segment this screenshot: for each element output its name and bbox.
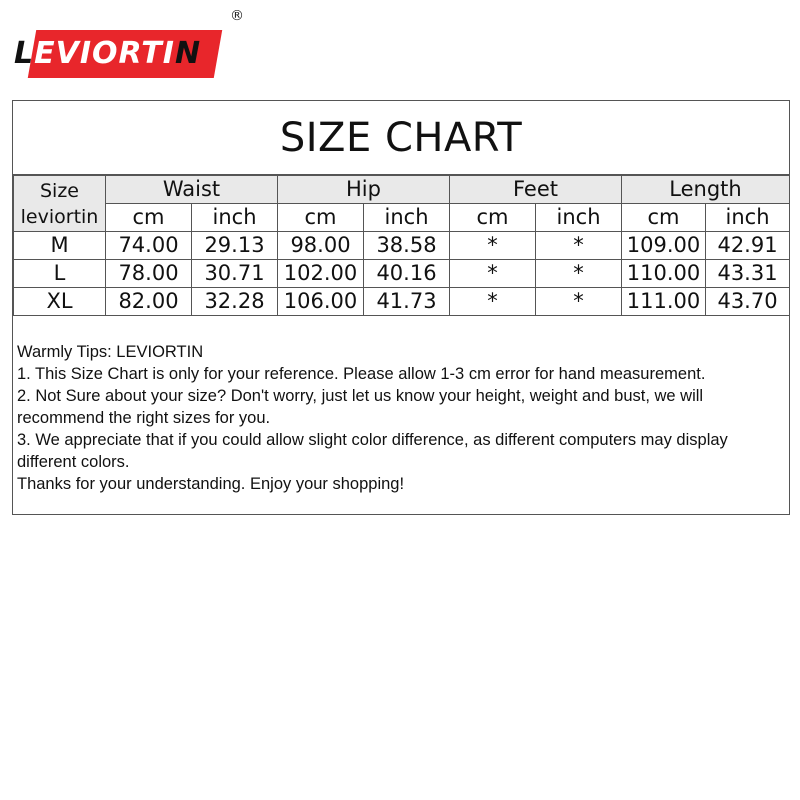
logo-letter: L — [14, 36, 35, 71]
table-cell: 102.00 — [278, 260, 364, 288]
tips-section — [17, 341, 789, 495]
logo-letter: I — [162, 36, 175, 71]
group-header-feet: Feet — [450, 176, 622, 204]
logo-text — [14, 32, 244, 76]
table-cell: 110.00 — [622, 260, 706, 288]
table-cell: 78.00 — [106, 260, 192, 288]
table-cell: 40.16 — [364, 260, 450, 288]
tip-line: 2. Not Sure about your size? Don't worry, just let us know your height, weight and bust, we will recommend the right sizes for you. — [17, 387, 704, 427]
unit-header: inch — [536, 204, 622, 232]
size-header-line-2: leviortin — [20, 205, 99, 228]
unit-header: cm — [106, 204, 192, 232]
table-cell: 109.00 — [622, 232, 706, 260]
table-cell: 42.91 — [706, 232, 790, 260]
table-row — [14, 260, 790, 288]
unit-header: cm — [450, 204, 536, 232]
chart-title: SIZE CHART — [13, 101, 789, 175]
size-label: L — [14, 260, 106, 288]
table-cell: 30.71 — [192, 260, 278, 288]
size-label: XL — [14, 288, 106, 316]
unit-header: inch — [706, 204, 790, 232]
table-cell: 41.73 — [364, 288, 450, 316]
table-header-row-groups — [14, 176, 790, 204]
brand-logo — [8, 8, 248, 84]
table-cell: * — [536, 288, 622, 316]
table-cell: * — [450, 232, 536, 260]
size-column-header — [14, 176, 106, 232]
table-cell: 43.31 — [706, 260, 790, 288]
table-cell: 98.00 — [278, 232, 364, 260]
logo-letter: V — [55, 36, 80, 71]
table-cell: 38.58 — [364, 232, 450, 260]
group-header-waist: Waist — [106, 176, 278, 204]
tip-line: 1. This Size Chart is only for your reference. Please allow 1-3 cm error for hand measurement. — [17, 365, 706, 383]
logo-letter: N — [174, 36, 202, 71]
table-cell: 29.13 — [192, 232, 278, 260]
table-cell: * — [450, 288, 536, 316]
table-row — [14, 288, 790, 316]
logo-letter: I — [79, 36, 93, 71]
unit-header: cm — [278, 204, 364, 232]
table-cell: 82.00 — [106, 288, 192, 316]
table-cell: * — [450, 260, 536, 288]
logo-letter: O — [92, 36, 119, 71]
table-cell: 32.28 — [192, 288, 278, 316]
size-header-line-1: Size — [39, 179, 79, 202]
logo-letters — [14, 36, 201, 71]
size-table — [13, 175, 790, 316]
unit-header: inch — [364, 204, 450, 232]
tip-line: Thanks for your understanding. Enjoy your shopping! — [17, 475, 405, 493]
table-cell: 74.00 — [106, 232, 192, 260]
group-header-length: Length — [622, 176, 790, 204]
logo-letter: E — [34, 36, 56, 71]
size-label: M — [14, 232, 106, 260]
table-row — [14, 232, 790, 260]
table-cell: 106.00 — [278, 288, 364, 316]
tip-line: 3. We appreciate that if you could allow slight color difference, as different computers may display different colors. — [17, 431, 728, 471]
size-chart-panel — [12, 100, 790, 515]
table-cell: 43.70 — [706, 288, 790, 316]
unit-header: cm — [622, 204, 706, 232]
tips-heading: Warmly Tips: LEVIORTIN — [17, 343, 204, 361]
registered-mark: ® — [230, 8, 244, 24]
logo-letter: R — [118, 36, 142, 71]
table-cell: 111.00 — [622, 288, 706, 316]
table-cell: * — [536, 232, 622, 260]
logo-letter: T — [141, 36, 163, 71]
table-header-row-units — [14, 204, 790, 232]
table-cell: * — [536, 260, 622, 288]
unit-header: inch — [192, 204, 278, 232]
group-header-hip: Hip — [278, 176, 450, 204]
